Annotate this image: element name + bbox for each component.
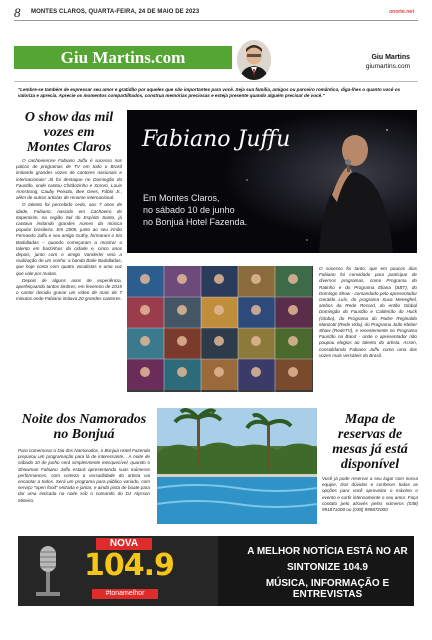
- article1-body: [16, 158, 122, 303]
- article1-paragraph: Depois de alguns anos de experiência, aperfeiçoando tantos timbres, em fevereiro de 2015 o cantor decidiu gravar um vídeo de mais de 7 minutos onde Fabiano imitava 20 grandes cantores.: [16, 277, 122, 302]
- hero-line: no Bonjuá Hotel Fazenda.: [143, 217, 248, 227]
- article1-paragraph: O talento foi percebido cedo, aos 7 anos de idade, Fabiano, nascido em Cachoeiro de Itapemirim, na região Sul do Espírito Santo, já cantava imitando grandes nomes da música popular brasileira. Em 2005, junto ao seu irmão Fernando Juffu e seu amigo Guthy, formaram o trio Badalladas – quando começaram a mostrar o talento em barzinhos da cidade e, cinco anos depois, junto com o amigo Vanderlei veio a realização de um sonho: a banda Baile Badalladas, que hoje conta com quatro vocalistas e uma voz que vale por muitas.: [16, 202, 122, 276]
- collage-overlay: [127, 266, 313, 392]
- article1-headline-line: Montes Claros: [26, 140, 112, 155]
- ad-headline: A MELHOR NOTÍCIA ESTÁ NO AR: [247, 546, 408, 557]
- author-avatar: [237, 40, 271, 80]
- article1-headline-line: O show das mil: [24, 110, 114, 125]
- ad-brand: NOVA: [96, 538, 152, 550]
- tv-appearances-collage: [127, 266, 313, 392]
- article3-headline-line: reservas de: [337, 427, 403, 442]
- article3-body: Você já pode reservar a seu lugar com nossa equipe, tirar dúvidas e conhecer todas as opções para você aproveitar o máximo o evento e curtir intensamente o seu amor. Faça contato pelo através pelos números (038) 991871000 ou (038) 999872000: [322, 476, 418, 513]
- column-title: Giu Martins.com: [60, 48, 186, 67]
- edition-line: MONTES CLAROS, QUARTA-FEIRA, 24 DE MAIO DE 2023: [31, 9, 200, 15]
- header-divider: [14, 20, 418, 21]
- page-number: 8: [14, 5, 21, 20]
- article1-headline: [16, 110, 122, 155]
- hero-details: [143, 192, 303, 228]
- site-link[interactable]: onorte.net: [389, 9, 414, 15]
- hotel-pool-graphic: [157, 408, 317, 524]
- article2-headline: [18, 412, 150, 442]
- hero-name: Fabiano Juffu: [142, 127, 291, 152]
- article1-paragraph: O cachoeirense Fabiano Juffu é sucesso nas palcos de programas de TV em todo o Brasil imitando grandes vozes de cantores nacionais e internacionais! Já foi destaque no Domingão do Faustão, onde cantou Chitãozinho e Xororó, Louis Armstrong, Cauby Peixoto, Bee Gees, Fábio Jr., além de outros artistas de renome internacional.: [16, 158, 122, 201]
- article1-side-text: O sucesso foi tanto, que em poucos dias Fabiano foi convidado para participar de diversos programas, como Programa do Ratinho e do Programa Eliana (SBT), do Domingo Show - comandado pelo apresentador Geraldo Luís, do programa Xuxa Meneghel, ambos da Rede Record, do então Global Domingão do Faustão e Caldeirão do Huck (Globo), do Programa do Padre Reginaldo Manzotti (Rede Vida), do Programa João Kleber Show (RedeTV), e recentemente no Programa Faustão na Band - onde o apresentador não poupou elogios ao talento do artista. Assim, consolidando Fabiano Juffu como uma das vozes mais versáteis do Brasil.: [319, 266, 417, 358]
- banner-divider: [14, 81, 418, 82]
- article2-headline-line: Noite dos Namorados: [21, 412, 147, 427]
- hotel-pool-photo: [157, 408, 317, 524]
- article2-headline-line: no Bonjuá: [53, 427, 115, 442]
- ad-tagline: MÚSICA, INFORMAÇÃO E ENTREVISTAS: [265, 578, 390, 600]
- article3-headline: [322, 412, 418, 472]
- ad-hashtag: #tonamelhor: [92, 589, 158, 599]
- article3-headline-line: Mapa de: [344, 412, 396, 427]
- article3-headline-line: mesas já está: [332, 442, 408, 457]
- hero-line: no sábado 10 de junho: [143, 205, 235, 215]
- ad-tune-in: SINTONIZE 104.9: [287, 562, 368, 573]
- author-name: Giu Martins: [371, 54, 410, 61]
- article3-headline-line: disponível: [340, 457, 400, 472]
- ad-frequency: 104.9: [84, 548, 174, 583]
- article2-body: Para comemorar o Dia dos Namorados, o Bonjuá Hotel Fazenda preparou um programação para lá de interessante... A noite de sábado 10 de junho será simplesmente inesquecível, quando o Showman Fabiano Juffu estará apresentando suas inúmeras performances, com certeza a versatilidade do artista vai encantar a todos. Será um programa para público variado, com serviço "open food" entrada e jantar, e ainda pista de boate para dar uma esticada na noite sob o comando do DJ Alysson Mineiro.: [18, 448, 150, 503]
- column-quote: "Lembre-se também de expressar seu amor e gratidão por aqueles que são importantes para você. Seja sua família, amigos ou parceiro romântico, diga-lhes o quanto você os valoriza e aprecia. Aprecie os momentos compartilhados, construa memórias preciosas e esteja presente quando alguém precisar de você.": [18, 87, 401, 98]
- hero-line: Em Montes Claros,: [143, 193, 220, 203]
- author-site[interactable]: giumartins.com: [365, 63, 410, 70]
- article1-headline-line: vozes em: [43, 125, 95, 140]
